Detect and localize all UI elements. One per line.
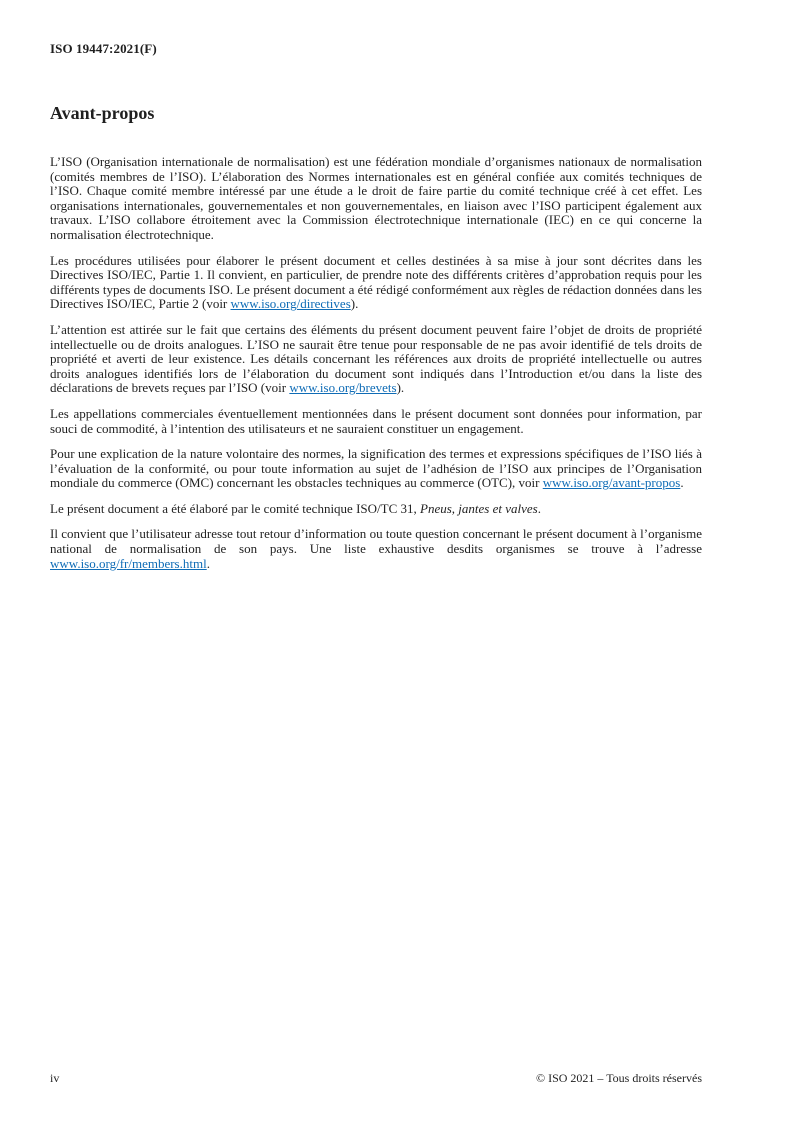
document-reference: ISO 19447:2021(F) xyxy=(50,41,157,56)
page-number: iv xyxy=(50,1071,60,1085)
paragraph xyxy=(50,527,702,571)
text-run: . xyxy=(206,555,210,571)
text-run: L’ISO (Organisation internationale de normalisation) est une fédération mondiale d’organismes nationaux de normalisation (comités membres de l’ISO). L’élaboration des Normes internationales est en général confiée aux comités techniques de l’ISO. Chaque comité membre intéressé par une étude a le droit de faire partie du comité technique créé à cet effet. Les organisations internationales, gouvernementales et non gouvernementales, en liaison avec l’ISO participent également aux travaux. L’ISO collabore étroitement avec la Commission électrotechnique internationale (IEC) en ce qui concerne la normalisation électrotechnique. xyxy=(50,154,702,242)
hyperlink[interactable]: www.iso.org/directives xyxy=(230,296,351,312)
hyperlink[interactable]: www.iso.org/avant-propos xyxy=(542,475,681,491)
text-run: Pour une explication de la nature volontaire des normes, la signification des termes et expressions spécifiques de l’ISO liés à l’évaluation de la conformité, ou pour toute information au sujet de l’adhésion de l’ISO aux principes de l’Organisation mondiale du commerce (OMC) concernant les obstacles techniques au commerce (OTC), voir xyxy=(50,446,702,491)
paragraph xyxy=(50,254,702,312)
italic-text: Pneus, jantes et valves xyxy=(420,500,538,516)
text-run: . xyxy=(680,475,684,491)
foreword-paragraphs xyxy=(50,155,702,582)
text-run: Les procédures utilisées pour élaborer le présent document et celles destinées à sa mise à jour sont décrites dans les Directives ISO/IEC, Partie 1. Il convient, en particulier, de prendre note des différents critères d’approbation requis pour les différents types de documents ISO. Le présent document a été rédigé conformément aux règles de rédaction données dans les Directives ISO/IEC, Partie 2 (voir xyxy=(50,252,702,312)
hyperlink[interactable]: www.iso.org/brevets xyxy=(289,380,397,396)
paragraph xyxy=(50,407,702,436)
text-run: ). xyxy=(396,380,405,396)
page-footer xyxy=(50,1071,702,1086)
copyright-notice: © ISO 2021 – Tous droits réservés xyxy=(535,1071,702,1085)
text-run: Les appellations commerciales éventuellement mentionnées dans le présent document sont données pour information, par souci de commodité, à l’intention des utilisateurs et ne sauraient constituer un engagement. xyxy=(50,405,702,436)
paragraph xyxy=(50,155,702,243)
foreword-title: Avant-propos xyxy=(50,103,155,123)
text-run: . xyxy=(537,500,541,516)
text-run: L’attention est attirée sur le fait que certains des éléments du présent document peuvent faire l’objet de droits de propriété intellectuelle ou de droits analogues. L’ISO ne saurait être tenue pour responsable de ne pas avoir identifié de tels droits de propriété et averti de leur existence. Les détails concernant les références aux droits de propriété intellectuelle ou autres droits analogues identifiés lors de l’élaboration du document sont indiqués dans l’Introduction et/ou dans la liste des déclarations de brevets reçues par l’ISO (voir xyxy=(50,321,702,396)
text-run: Le présent document a été élaboré par le comité technique ISO/TC 31, xyxy=(50,500,420,516)
text-run: ). xyxy=(350,296,359,312)
paragraph xyxy=(50,323,702,396)
paragraph xyxy=(50,502,702,517)
hyperlink[interactable]: www.iso.org/fr/members.html xyxy=(50,555,207,571)
text-run: Il convient que l’utilisateur adresse tout retour d’information ou toute question concernant le présent document à l’organisme national de normalisation de son pays. Une liste exhaustive desdits organismes se trouve à l’adresse xyxy=(50,526,702,557)
paragraph xyxy=(50,447,702,491)
